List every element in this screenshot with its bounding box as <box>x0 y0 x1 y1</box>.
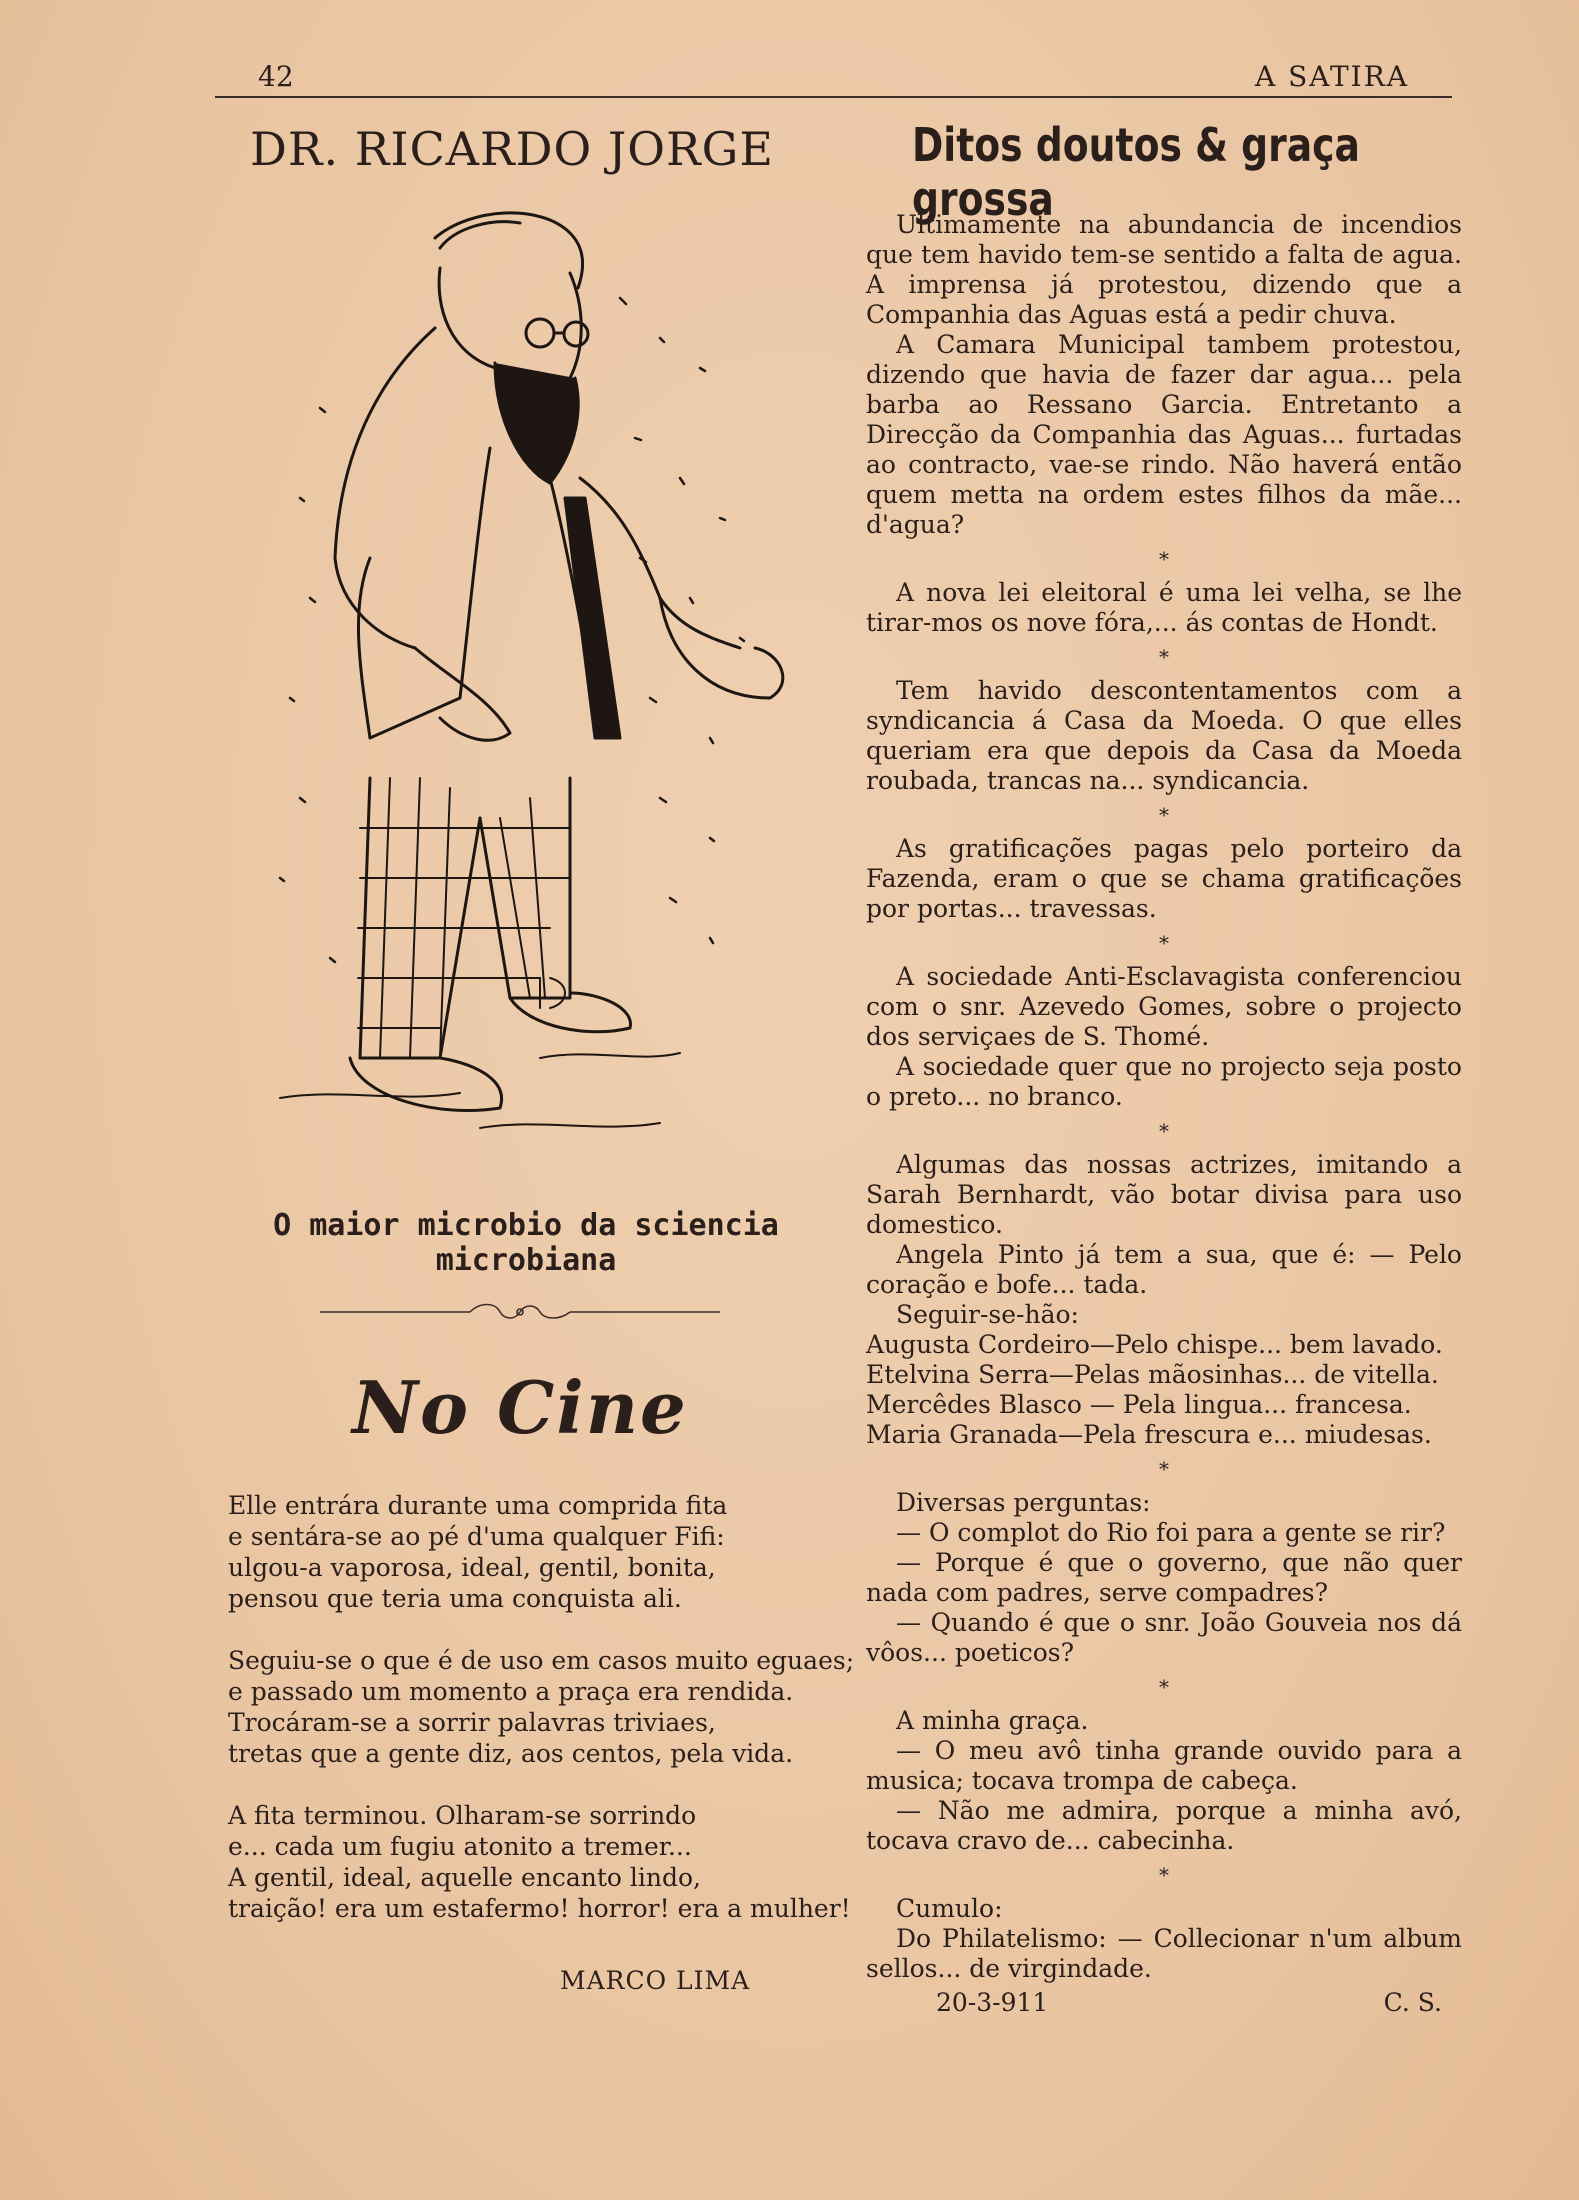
paragraph: — Quando é que o snr. João Gouveia nos dá vôos... poeticos? <box>866 1608 1462 1667</box>
stanza <box>228 1645 855 1769</box>
jokes-column <box>866 210 1462 2018</box>
paragraph: Tem havido descontentamentos com a syndicancia á Casa da Moeda. O que elles queriam era que depois da Casa da Moeda roubada, trancas na... syndicancia. <box>866 676 1462 795</box>
poem-line: e passado um momento a praça era rendida. <box>228 1677 794 1706</box>
separator-star: * <box>1159 931 1169 955</box>
poem-line: A fita terminou. Olharam-se sorrindo <box>228 1801 697 1830</box>
separator-star: * <box>1159 1863 1169 1887</box>
motto-list <box>866 1300 1462 1450</box>
poem-line: tretas que a gente diz, aos centos, pela vida. <box>228 1739 794 1768</box>
poem-line: pensou que teria uma conquista ali. <box>228 1584 682 1613</box>
poem-line: traição! era um estafermo! horror! era a mulher! <box>228 1894 851 1923</box>
paragraph: Do Philatelismo: — Collecionar n'um album sellos... de virgindade. <box>866 1924 1462 1983</box>
illustration-caption: O maior microbio da sciencia microbiana <box>273 1208 779 1278</box>
column-title: Ditos doutos & graça grossa <box>912 118 1360 226</box>
poem-line: e sentára-se ao pé d'uma qualquer Fifi: <box>228 1522 725 1551</box>
separator-star: * <box>1159 1675 1169 1699</box>
list-item: Etelvina Serra—Pelas mãosinhas... de vitella. <box>866 1360 1439 1389</box>
paragraph: A nova lei eleitoral é uma lei velha, se lhe tirar-mos os nove fóra,... ás contas de Hondt. <box>866 578 1462 637</box>
caricature-illustration <box>240 178 810 1193</box>
poem-line: A gentil, ideal, aquelle encanto lindo, <box>228 1863 701 1892</box>
separator-star: * <box>1159 1457 1169 1481</box>
poem <box>228 1490 855 1955</box>
paragraph: — O meu avô tinha grande ouvido para a musica; tocava trompa de cabeça. <box>866 1736 1462 1795</box>
list-item: Maria Granada—Pela frescura e... miudesas. <box>866 1420 1432 1449</box>
poem-line: Trocáram-se a sorrir palavras triviaes, <box>228 1708 716 1737</box>
stanza <box>228 1490 828 1614</box>
paragraph: — O complot do Rio foi para a gente se rir? <box>896 1518 1446 1547</box>
poem-author: MARCO LIMA <box>560 1966 751 1995</box>
ornamental-divider <box>320 1296 720 1326</box>
list-item: Mercêdes Blasco — Pela lingua... francesa. <box>866 1390 1412 1419</box>
paragraph: Diversas perguntas: <box>896 1488 1151 1517</box>
page-number: 42 <box>258 60 294 93</box>
poem-line: Elle entrára durante uma comprida fita <box>228 1491 728 1520</box>
paragraph: — Porque é que o governo, que não quer nada com padres, serve compadres? <box>866 1548 1462 1607</box>
poem-line: e... cada um fugiu atonito a tremer... <box>228 1832 692 1861</box>
separator-star: * <box>1159 803 1169 827</box>
header-rule <box>215 96 1452 98</box>
stanza <box>228 1800 851 1924</box>
poem-title: No Cine <box>352 1365 688 1450</box>
paragraph: As gratificações pagas pelo porteiro da Fazenda, eram o que se chama gratificações por portas... travessas. <box>866 834 1462 923</box>
separator-star: * <box>1159 645 1169 669</box>
poem-line: Seguiu-se o que é de uso em casos muito eguaes; <box>228 1646 855 1675</box>
date: 20-3-911 <box>936 1988 1049 2017</box>
paragraph: A minha graça. <box>896 1706 1089 1735</box>
paragraph: — Não me admira, porque a minha avó, tocava cravo de... cabecinha. <box>866 1796 1462 1855</box>
poem-line: ulgou-a vaporosa, ideal, gentil, bonita, <box>228 1553 716 1582</box>
paragraph: Algumas das nossas actrizes, imitando a Sarah Bernhardt, vão botar divisa para uso domestico. <box>866 1150 1462 1239</box>
paragraph: A Camara Municipal tambem protestou, dizendo que havia de fazer dar agua... pela barba ao Ressano Garcia. Entretanto a Direcção da Companhia das Aguas... furtadas ao contracto, vae-se rindo. Não haverá então quem metta na ordem estes filhos da mãe... d'agua? <box>866 330 1462 539</box>
signature: C. S. <box>1383 1988 1442 2017</box>
list-intro: Seguir-se-hão: <box>896 1300 1079 1329</box>
portrait-title: DR. RICARDO JORGE <box>250 122 774 176</box>
paragraph: Ultimamente na abundancia de incendios que tem havido tem-se sentido a falta de agua. A imprensa já protestou, dizendo que a Companhia das Aguas está a pedir chuva. <box>866 210 1462 329</box>
separator-star: * <box>1159 1119 1169 1143</box>
paragraph: A sociedade Anti-Esclavagista conferenciou com o snr. Azevedo Gomes, sobre o projecto dos serviçaes de S. Thomé. <box>866 962 1462 1051</box>
paragraph: Angela Pinto já tem a sua, que é: — Pelo coração e bofe... tada. <box>866 1240 1462 1299</box>
list-item: Augusta Cordeiro—Pelo chispe... bem lavado. <box>866 1330 1443 1359</box>
signature-line <box>866 1988 1462 2018</box>
separator-star: * <box>1159 547 1169 571</box>
magazine-title: A SATIRA <box>1254 60 1409 93</box>
paragraph: Cumulo: <box>896 1894 1003 1923</box>
paragraph: A sociedade quer que no projecto seja posto o preto... no branco. <box>866 1052 1462 1111</box>
